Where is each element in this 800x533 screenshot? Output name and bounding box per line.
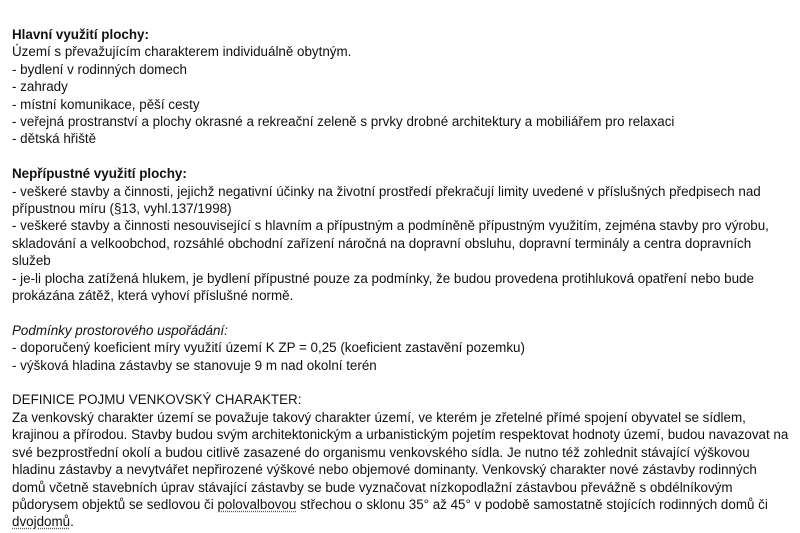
list-item: - zahrady bbox=[12, 79, 68, 95]
section-prohibited-use bbox=[12, 165, 792, 304]
list-item: - dětská hřiště bbox=[12, 131, 97, 147]
list-item: - veřejná prostranství a plochy okrasné a rekreační zeleně s prvky drobné architektury a mobiliářem pro relaxaci bbox=[12, 114, 675, 130]
list-item: - výšková hladina zástavby se stanovuje 9 m nad okolní terén bbox=[12, 357, 377, 373]
section-spatial-conditions bbox=[12, 322, 792, 374]
list-item: - místní komunikace, pěší cesty bbox=[12, 96, 200, 112]
section-heading-spatial-conditions: Podmínky prostorového uspořádání: bbox=[12, 322, 228, 338]
list-item: - veškeré stavby a činnosti nesouvisející s hlavním a přípustným a podmíněně přípustným využitím, zejména stavby pro výrobu, skladování a velkoobchod, rozsáhlé obchodní zařízení náročná na dopravní obsluhu, dopravní terminály a centra dopravních služeb bbox=[12, 218, 769, 269]
list-item: - doporučený koeficient míry využití území K ZP = 0,25 (koeficient zastavění pozemku) bbox=[12, 340, 525, 356]
list-item: - bydlení v rodinných domech bbox=[12, 61, 187, 77]
section-heading-prohibited-use: Nepřípustné využití plochy: bbox=[12, 166, 187, 182]
section-heading-main-use: Hlavní využití plochy: bbox=[12, 27, 149, 42]
section-main-use bbox=[12, 26, 792, 148]
underlined-term: dvojdomů bbox=[12, 514, 71, 530]
text-line: Území s převažujícím charakterem individuálně obytným. bbox=[12, 44, 352, 60]
definition-paragraph bbox=[12, 409, 792, 531]
list-item: - veškeré stavby a činnosti, jejichž negativní účinky na životní prostředí překračují limity uvedené v příslušných předpisech nad přípustnou míru (§13, vyhl.137/1998) bbox=[12, 183, 761, 217]
paragraph-text: . bbox=[70, 514, 74, 530]
paragraph-text: Za venkovský charakter území se považuje takový charakter území, ve kterém je zřetelné přímé spojení obyvatel se sídlem, krajinou a přírodou. Stavby budou svým architektonickým a urbanistickým pojetím respektovat hodnoty území, budou navazovat na své bezprostřední okolí a budou citlivě zasazené do organismu venkovského sídla. Je nutno též zohlednit stávající výškovou hladinu zástavby a nevytvářet nepřirozené výškové nebo objemové dominanty. Venkovský charakter nové zástavby rodinných domů včetně stavebních úprav stávající zástavby se bude vyznačovat nízkopodlažní zástavbou převážně s obdélníkovým půdorysem objektů se sedlovou či bbox=[12, 409, 789, 512]
section-definition bbox=[12, 391, 792, 530]
section-heading-definition: DEFINICE POJMU VENKOVSKÝ CHARAKTER: bbox=[12, 392, 302, 408]
list-item: - je-li plocha zatížená hlukem, je bydlení přípustné pouze za podmínky, že budou provedena protihluková opatření nebo bude prokázána zátěž, která vyhoví příslušné normě. bbox=[12, 270, 754, 304]
paragraph-text: střechou o sklonu 35° až 45° v podobě samostatně stojících rodinných domů či bbox=[296, 496, 768, 512]
underlined-term: polovalbovou bbox=[217, 496, 297, 512]
